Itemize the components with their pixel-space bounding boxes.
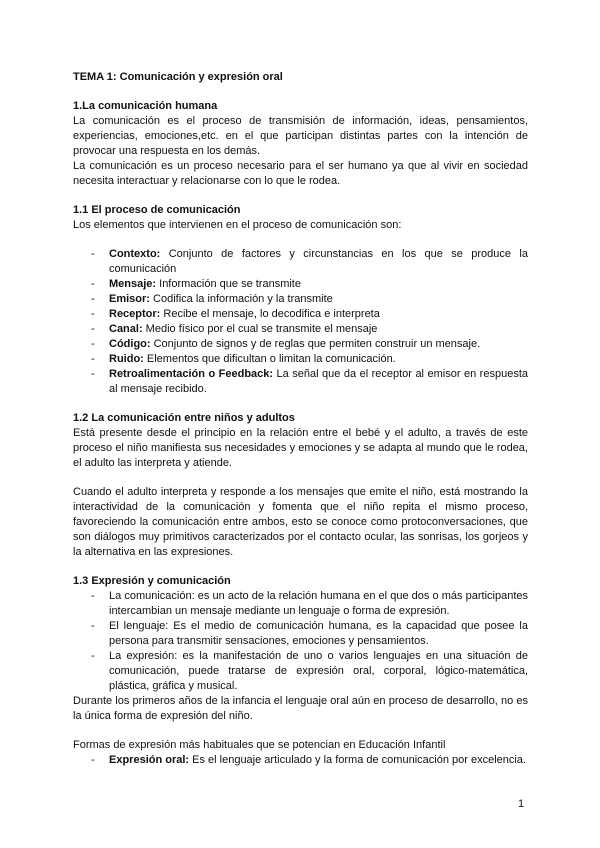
list-item: - El lenguaje: Es el medio de comunicación humana, es la capacidad que posee la persona para transmitir sensaciones, emociones y pensamientos. [73, 619, 528, 649]
forms-list [73, 753, 528, 768]
list-item: - Receptor: Recibe el mensaje, lo decodifica e interpreta [73, 307, 528, 322]
list-item: - Ruido: Elementos que dificultan o limitan la comunicación. [73, 352, 528, 367]
section-1-3-heading: 1.3 Expresión y comunicación [73, 575, 231, 587]
section-1-2-paragraph-2: Cuando el adulto interpreta y responde a los mensajes que emite el niño, está mostrando la interactividad de la comunicación y fomenta que el niño repita el mismo proceso, favoreciendo la comunicación entre ambos, esto se conoce como protoconversaciones, que son diálogos muy primitivos caracterizados por el contacto ocular, las sonrisas, los gorjeos y la alternativa en las expresiones. [73, 486, 528, 558]
list-item: - Retroalimentación o Feedback: La señal que da el receptor al emisor en respuesta al mensaje recibido. [73, 367, 528, 397]
elements-list [73, 247, 528, 397]
section-1-2-heading: 1.2 La comunicación entre niños y adultos [73, 412, 295, 424]
section-1-paragraph-2: La comunicación es un proceso necesario para el ser humano ya que al vivir en sociedad necesita interactuar y relacionarse con lo que le rodea. [73, 160, 528, 187]
section-1-1-intro: Los elementos que intervienen en el proceso de comunicación son: [73, 219, 402, 231]
section-1-paragraph-1: La comunicación es el proceso de transmisión de información, ideas, pensamientos, experiencias, emociones,etc. en el que participan distintas partes con la intención de provocar una respuesta en los demás. [73, 115, 528, 157]
section-1-heading: 1.La comunicación humana [73, 100, 218, 112]
list-item: - La expresión: es la manifestación de uno o varios lenguajes en una situación de comunicación, puede tratarse de expresión oral, corporal, lógico-matemática, plástica, gráfica y musical. [73, 649, 528, 694]
list-item: - Expresión oral: Es el lenguaje articulado y la forma de comunicación por excelencia. [73, 753, 528, 768]
list-item: - Código: Conjunto de signos y de reglas que permiten construir un mensaje. [73, 337, 528, 352]
document-title: TEMA 1: Comunicación y expresión oral [73, 71, 283, 83]
list-item: - Canal: Medio físico por el cual se transmite el mensaje [73, 322, 528, 337]
list-item: - Emisor: Codifica la información y la transmite [73, 292, 528, 307]
list-item: - Contexto: Conjunto de factores y circunstancias en los que se produce la comunicación [73, 247, 528, 277]
section-1-1-heading: 1.1 El proceso de comunicación [73, 204, 241, 216]
section-1-3-paragraph-1: Durante los primeros años de la infancia el lenguaje oral aún en proceso de desarrollo, no es la única forma de expresión del niño. [73, 695, 528, 722]
document-page [73, 70, 528, 768]
section-1-3-paragraph-2: Formas de expresión más habituales que se potencian en Educación Infantil [73, 739, 446, 751]
page-number: 1 [518, 798, 525, 810]
section-1-2-paragraph-1: Está presente desde el principio en la relación entre el bebé y el adulto, a través de este proceso el niño manifiesta sus necesidades y emociones y se adapta al mundo que le rodea, el adulto las interpreta y atiende. [73, 427, 528, 469]
expression-list [73, 589, 528, 694]
list-item: - La comunicación: es un acto de la relación humana en el que dos o más participantes intercambian un mensaje mediante un lenguaje o forma de expresión. [73, 589, 528, 619]
list-item: - Mensaje: Información que se transmite [73, 277, 528, 292]
